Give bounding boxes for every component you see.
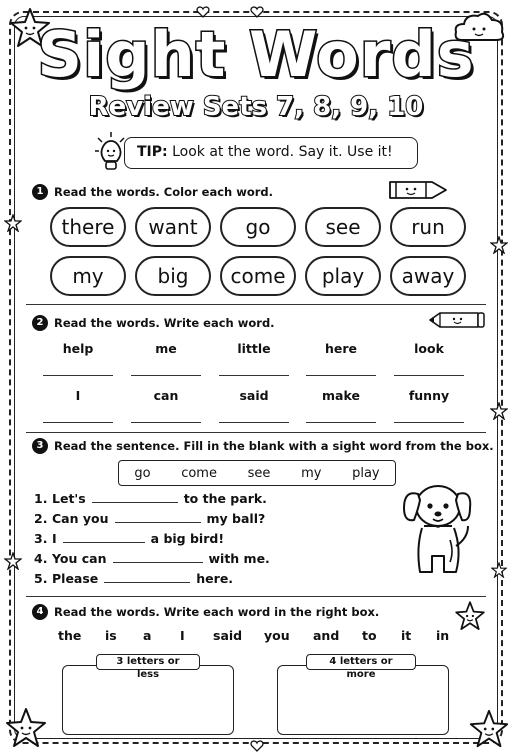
word-bubble[interactable]: run	[390, 207, 466, 247]
fill-in-blank[interactable]	[104, 573, 190, 583]
word-bubble[interactable]: come	[220, 256, 296, 296]
section-number: 4	[32, 604, 48, 620]
section-instruction: Read the words. Color each word.	[54, 185, 274, 199]
sort-word: you	[264, 628, 290, 643]
worksheet-subtitle: Review Sets 7, 8, 9, 10	[88, 92, 424, 122]
star-icon	[454, 600, 486, 632]
word-bank-word: see	[247, 465, 271, 481]
word-bank-box	[118, 460, 396, 486]
write-word-label: said	[239, 388, 269, 403]
sentence-number: 5.	[34, 571, 48, 586]
section-1-header	[32, 184, 273, 200]
write-word-label: funny	[408, 388, 450, 403]
section-number: 2	[32, 315, 48, 331]
write-line[interactable]	[306, 422, 376, 423]
sort-word: and	[313, 628, 340, 643]
write-line[interactable]	[43, 422, 113, 423]
worksheet-title: Sight Words	[37, 18, 475, 91]
fill-in-blank[interactable]	[92, 493, 178, 503]
sentence-row	[34, 531, 224, 546]
write-line[interactable]	[131, 375, 201, 376]
heart-icon	[250, 6, 264, 18]
sentence-number: 2.	[34, 511, 48, 526]
write-word-label: make	[322, 388, 360, 403]
word-bubble[interactable]: want	[135, 207, 211, 247]
sort-word: said	[213, 628, 243, 643]
section-instruction: Read the sentence. Fill in the blank with a sight word from the box.	[54, 439, 494, 453]
fill-in-blank[interactable]	[115, 513, 201, 523]
sentence-end: here.	[196, 571, 234, 586]
tip-text: Look at the word. Say it. Use it!	[172, 144, 393, 160]
star-icon	[4, 706, 48, 750]
puppy-icon	[398, 476, 474, 580]
sentence-start: Please	[52, 571, 99, 586]
section-4-header	[32, 604, 379, 620]
sentence-row	[34, 551, 270, 566]
sentence-row	[34, 571, 233, 586]
star-icon	[4, 214, 22, 232]
word-bubble[interactable]: my	[50, 256, 126, 296]
section-divider	[26, 432, 486, 433]
write-line[interactable]	[306, 375, 376, 376]
heart-icon	[250, 740, 264, 752]
word-bubble[interactable]: play	[305, 256, 381, 296]
sentence-number: 3.	[34, 531, 48, 546]
sort-box-label: 3 letters or less	[96, 654, 200, 670]
section-3-header	[32, 438, 494, 454]
section-divider	[26, 304, 486, 305]
section-2-header	[32, 315, 275, 331]
section-number: 3	[32, 438, 48, 454]
star-icon	[490, 236, 508, 254]
write-word-label: look	[414, 341, 444, 356]
write-line[interactable]	[219, 375, 289, 376]
section-number: 1	[32, 184, 48, 200]
section-instruction: Read the words. Write each word in the right box.	[54, 605, 380, 619]
sentence-row	[34, 511, 265, 526]
write-word-label: can	[153, 388, 179, 403]
write-line[interactable]	[394, 375, 464, 376]
write-word-label: help	[62, 341, 94, 356]
write-word-label: here	[324, 341, 358, 356]
star-icon	[490, 402, 508, 420]
tip-box	[124, 137, 418, 169]
word-bubble[interactable]: away	[390, 256, 466, 296]
sort-word: to	[362, 628, 377, 643]
sentence-start: Let's	[52, 491, 86, 506]
star-icon	[4, 552, 22, 570]
sentence-number: 4.	[34, 551, 48, 566]
section-instruction: Read the words. Write each word.	[54, 316, 275, 330]
crayon-icon	[384, 176, 450, 204]
write-word-label: little	[237, 341, 271, 356]
write-line[interactable]	[43, 375, 113, 376]
write-line[interactable]	[131, 422, 201, 423]
word-bubble[interactable]: big	[135, 256, 211, 296]
fill-in-blank[interactable]	[113, 553, 203, 563]
sort-word: I	[180, 628, 185, 643]
word-bubble[interactable]: go	[220, 207, 296, 247]
word-bank-word: go	[134, 465, 151, 481]
write-line[interactable]	[394, 422, 464, 423]
write-word-label: me	[155, 341, 177, 356]
sentence-end: a big bird!	[150, 531, 225, 546]
sentence-number: 1.	[34, 491, 48, 506]
star-icon	[468, 708, 510, 750]
star-icon	[491, 562, 507, 578]
sentence-end: with me.	[208, 551, 270, 566]
sort-word: it	[401, 628, 412, 643]
word-bank-word: come	[181, 465, 217, 481]
write-line[interactable]	[219, 422, 289, 423]
sentence-start: Can you	[52, 511, 109, 526]
tip-label: TIP:	[137, 144, 168, 160]
pencil-icon	[428, 310, 486, 330]
sort-word: a	[143, 628, 152, 643]
sort-box-label: 4 letters or more	[306, 654, 416, 670]
word-bank-word: play	[352, 465, 380, 481]
sentence-start: You can	[52, 551, 107, 566]
write-word-label: I	[75, 388, 81, 403]
sort-word: is	[105, 628, 117, 643]
word-bank-word: my	[301, 465, 322, 481]
sentence-row	[34, 491, 267, 506]
lightbulb-icon	[94, 130, 128, 174]
sentence-end: to the park.	[183, 491, 267, 506]
page-border	[14, 16, 498, 739]
heart-icon	[196, 6, 210, 18]
section-divider	[26, 596, 486, 597]
sort-word: in	[436, 628, 450, 643]
sentence-end: my ball?	[206, 511, 266, 526]
word-bubble[interactable]: there	[50, 207, 126, 247]
fill-in-blank[interactable]	[63, 533, 145, 543]
sort-word: the	[58, 628, 82, 643]
sentence-start: I	[52, 531, 57, 546]
word-bubble[interactable]: see	[305, 207, 381, 247]
